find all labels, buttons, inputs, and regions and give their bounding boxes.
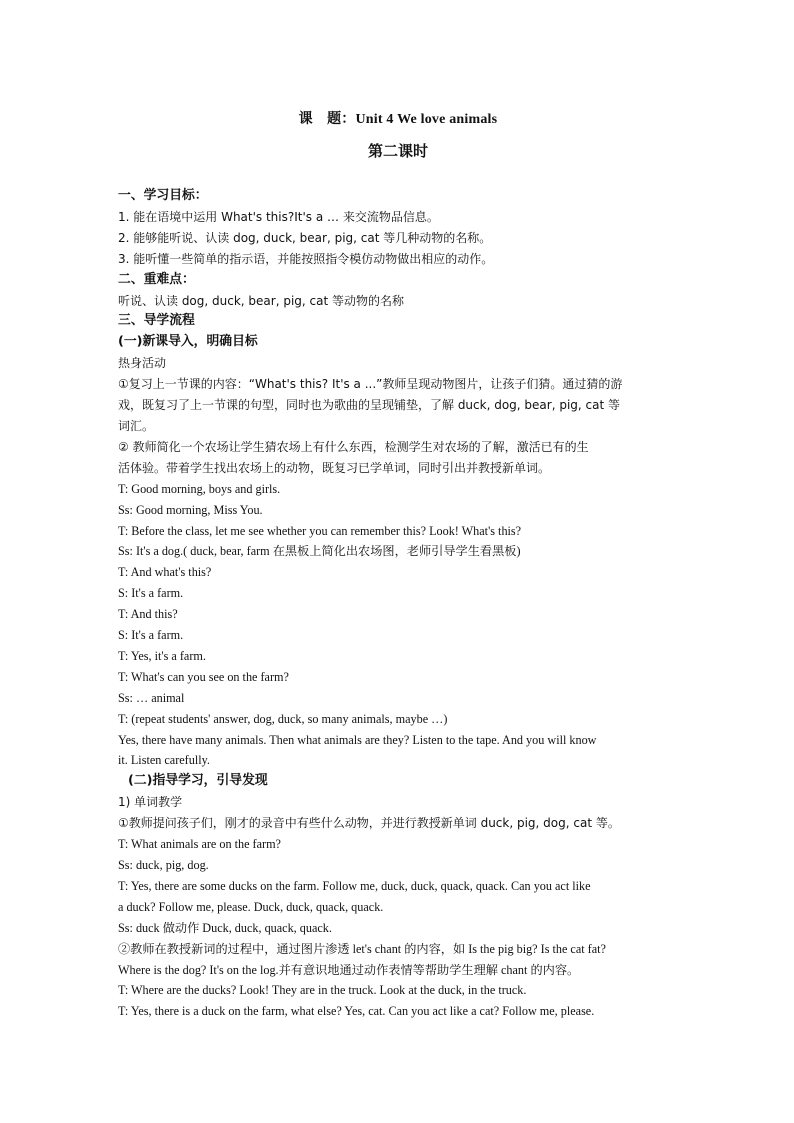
objective-item: 3. 能听懂一些简单的指示语，并能按照指令模仿动物做出相应的动作。	[118, 251, 494, 266]
section-heading: 二、重难点：	[118, 271, 195, 287]
dialogue-line: Ss: duck 做动作 Duck, duck, quack, quack.	[118, 920, 332, 935]
paragraph-line: 戏，既复习了上一节课的句型，同时也为歌曲的呈现铺垫，了解 duck, dog, bear, pig, cat 等	[118, 398, 621, 413]
paragraph-line: 活体验。带着学生找出农场上的动物，既复习已学单词，同时引出并教授新单词。	[118, 460, 551, 475]
activity-label: 热身活动	[118, 356, 167, 371]
dialogue-line: T: And this?	[118, 607, 178, 622]
section-heading: 一、学习目标：	[118, 188, 208, 203]
document-body	[118, 186, 678, 1022]
dialogue-line: T: What animals are on the farm?	[118, 837, 281, 852]
dialogue-line: Yes, there have many animals. Then what animals are they? Listen to the tape. And you will know	[118, 732, 597, 747]
paragraph-line: ①复习上一节课的内容：“What's this? It's a ...”教师呈现动物图片，让孩子们猜。通过猜的游	[118, 377, 623, 392]
paragraph-line: ② 教师简化一个农场让学生猜农场上有什么东西，检测学生对农场的了解，激活已有的生	[118, 439, 589, 454]
subsection-heading: (一)新课导入，明确目标	[118, 334, 258, 350]
subsection-heading: (二)指导学习，引导发现	[128, 773, 268, 789]
paragraph-line: 词汇。	[118, 418, 155, 433]
dialogue-line: S: It's a farm.	[118, 586, 184, 601]
dialogue-line: S: It's a farm.	[118, 628, 184, 643]
dialogue-line: T: Before the class, let me see whether you can remember this? Look! What's this?	[118, 523, 522, 538]
title-label: 课 题：	[298, 111, 356, 127]
dialogue-line: T: Yes, there is a duck on the farm, what else? Yes, cat. Can you act like a cat? Follow me, please.	[118, 1004, 595, 1019]
dialogue-line: a duck? Follow me, please. Duck, duck, quack, quack.	[118, 899, 384, 914]
dialogue-line: T: Yes, there are some ducks on the farm. Follow me, duck, duck, quack, quack. Can you act like	[118, 878, 591, 893]
section-heading: 三、导学流程	[118, 313, 195, 329]
title-text: Unit 4 We love animals	[355, 112, 498, 127]
lesson-subtitle: 第二课时	[367, 142, 428, 160]
key-points-text: 听说、认读 dog, duck, bear, pig, cat 等动物的名称	[118, 293, 405, 308]
dialogue-line: Ss: duck, pig, dog.	[118, 858, 209, 872]
dialogue-line: T: What's can you see on the farm?	[118, 669, 289, 684]
lesson-title	[118, 108, 678, 128]
dialogue-line: T: Good morning, boys and girls.	[118, 481, 281, 496]
dialogue-line: Ss: Good morning, Miss You.	[118, 502, 263, 517]
dialogue-line: T: (repeat students' answer, dog, duck, so many animals, maybe …)	[118, 711, 448, 726]
objective-item: 1. 能在语境中运用 What's this?It's a … 来交流物品信息。	[118, 209, 439, 224]
dialogue-line: Ss: It's a dog.( duck, bear, farm 在黑板上简化出农场图，老师引导学生看黑板)	[118, 544, 521, 559]
paragraph-line: ②教师在教授新词的过程中，通过图片渗透 let's chant 的内容，如 Is the pig big? Is the cat fat?	[118, 941, 606, 956]
step-label: 1) 单词教学	[118, 795, 183, 810]
objective-item: 2. 能够能听说、认读 dog, duck, bear, pig, cat 等几种动物的名称。	[118, 230, 492, 245]
dialogue-line: T: Where are the ducks? Look! They are in the truck. Look at the duck, in the truck.	[118, 983, 527, 998]
dialogue-line: Ss: … animal	[118, 690, 185, 705]
dialogue-line: T: Yes, it's a farm.	[118, 648, 206, 663]
paragraph-line: Where is the dog? It's on the log.并有意识地通过动作表情等帮助学生理解 chant 的内容。	[118, 962, 580, 977]
dialogue-line: T: And what's this?	[118, 565, 212, 580]
dialogue-line: it. Listen carefully.	[118, 753, 210, 768]
paragraph-line: ①教师提问孩子们，刚才的录音中有些什么动物，并进行教授新单词 duck, pig, dog, cat 等。	[118, 816, 620, 831]
